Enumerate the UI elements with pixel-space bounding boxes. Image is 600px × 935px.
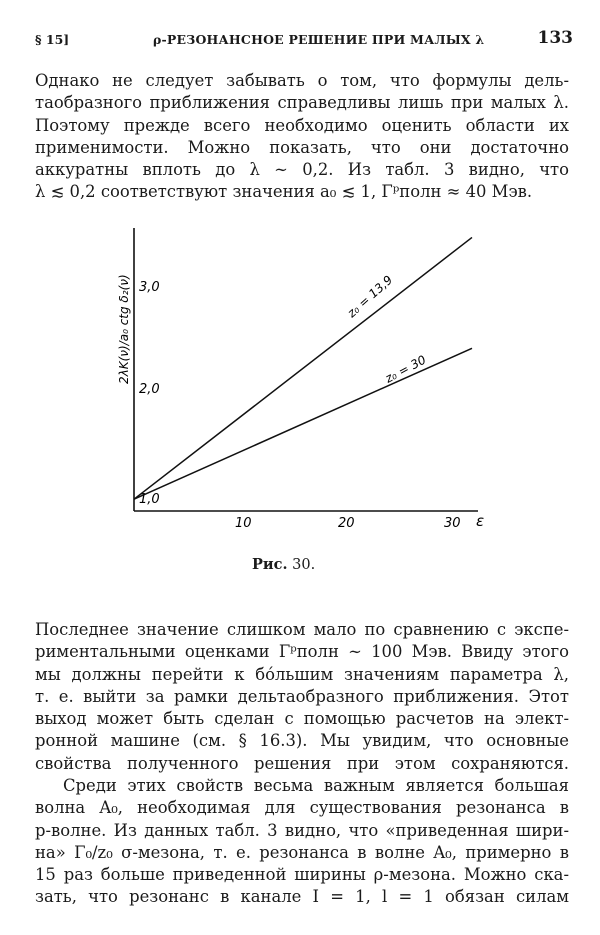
- text-line: мы должны перейти к бо́льшим значениям параметра λ,: [35, 664, 569, 684]
- text-line: Последнее значение слишком мало по сравнению с экспе-: [35, 620, 569, 639]
- text-line: λ ≲ 0,2 соответствуют значения a₀ ≲ 1, Γᵖполн ≈ 40 Мэв.: [35, 182, 533, 202]
- caption-number: 30.: [292, 557, 316, 573]
- section-marker: § 15]: [35, 32, 70, 47]
- text-line: аккуратны вплоть до λ ∼ 0,2. Из табл. 3 видно, что: [35, 160, 569, 180]
- text-line: выход может быть сделан с помощью расчетов на элект-: [35, 709, 569, 729]
- x-tick-30: 30: [444, 516, 461, 531]
- y-tick-2-0: 2,0: [139, 382, 160, 397]
- caption-prefix: Рис.: [252, 556, 288, 573]
- figure-caption: [252, 556, 315, 573]
- running-title: ρ-РЕЗОНАНСНОЕ РЕШЕНИЕ ПРИ МАЛЫХ λ: [153, 32, 485, 47]
- y-tick-1-0: 1,0: [139, 492, 160, 507]
- x-axis-label: ε: [476, 512, 485, 530]
- text-line: т. е. выйти за рамки дельтаобразного приближения. Этот: [35, 686, 569, 706]
- text-line: Среди этих свойств весьма важным является большая: [63, 776, 569, 795]
- x-tick-20: 20: [338, 516, 355, 531]
- text-line: применимости. Можно показать, что они достаточно: [35, 137, 569, 157]
- line-label-z13-9: z₀ = 13,9: [344, 272, 396, 321]
- page-number: 133: [537, 28, 573, 48]
- text-line: зать, что резонанс в канале I = 1, l = 1 обязан силам: [35, 887, 569, 907]
- text-line: 15 раз больше приведенной ширины ρ-мезона. Можно ска-: [35, 865, 569, 885]
- text-line: свойства полученного решения при этом сохраняются.: [35, 753, 569, 773]
- text-line: p-волне. Из данных табл. 3 видно, что «приведенная шири-: [35, 820, 569, 840]
- x-tick-10: 10: [235, 516, 252, 531]
- y-axis-label: 2λK(ν)/a₀ ctg δ₂(ν): [117, 274, 131, 384]
- text-line: Поэтому прежде всего необходимо оценить области их: [35, 115, 569, 135]
- series-line-z30: [134, 348, 472, 499]
- text-line: таобразного приближения справедливы лишь при малых λ.: [35, 93, 569, 113]
- text-line: ронной машине (см. § 16.3). Мы увидим, что основные: [35, 731, 569, 751]
- text-line: риментальными оценками Γᵖполн ∼ 100 Мэв. Ввиду этого: [35, 642, 569, 662]
- line-label-z30: z₀ = 30: [382, 352, 429, 386]
- paragraph-2: [35, 619, 569, 775]
- y-tick-3-0: 3,0: [139, 280, 160, 295]
- paragraph-3: [35, 775, 569, 909]
- text-line: на» Γ₀/z₀ σ-мезона, т. е. резонанса в волне A₀, примерно в: [35, 842, 569, 862]
- text-line: Однако не следует забывать о том, что формулы дель-: [35, 71, 569, 90]
- text-line: волна A₀, необходимая для существования резонанса в: [35, 798, 569, 818]
